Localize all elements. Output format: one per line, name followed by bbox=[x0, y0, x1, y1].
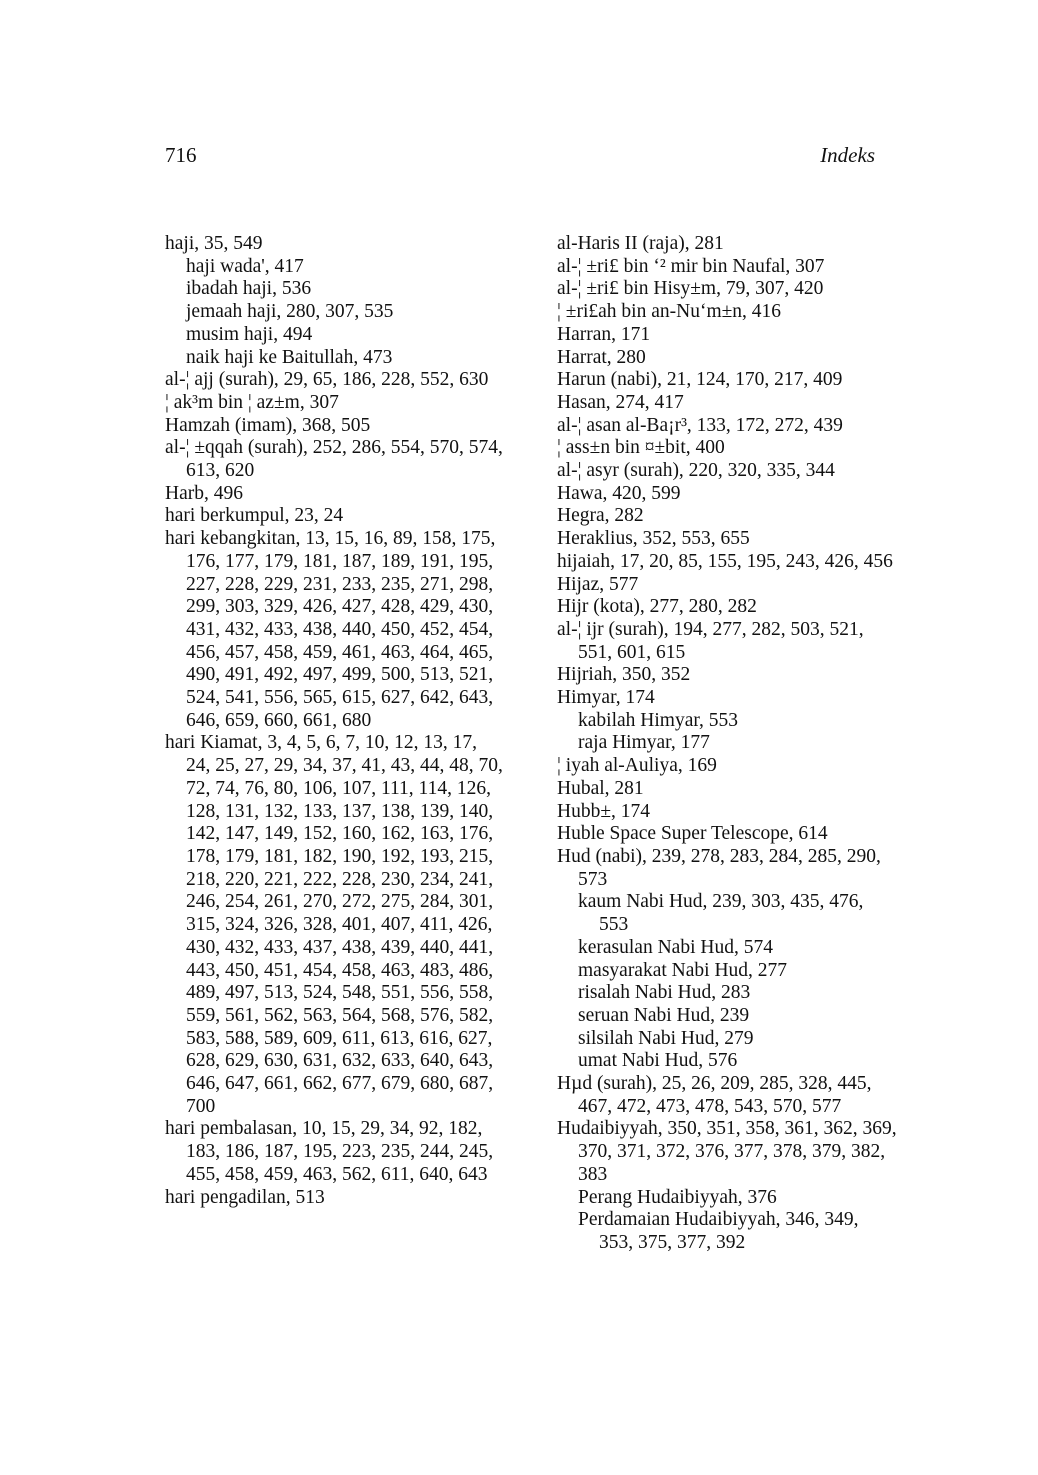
index-subentry: ibadah haji, 536 bbox=[186, 278, 312, 300]
index-subentry: naik haji ke Baitullah, 473 bbox=[186, 346, 393, 368]
index-subentry: Perdamaian Hudaibiyyah, 346, 349, 353, 375, 377, 392 bbox=[578, 1209, 859, 1253]
index-entry: ¦ ak³m bin ¦ az±m, 307 bbox=[165, 391, 339, 413]
index-entry: Harun (nabi), 21, 124, 170, 217, 409 bbox=[557, 369, 843, 391]
index-entry: ¦ ±ri£ah bin an-Nu‘m±n, 416 bbox=[557, 301, 782, 323]
index-subentry: kabilah Himyar, 553 bbox=[578, 709, 739, 731]
index-subentry: Perang Hudaibiyyah, 376 bbox=[578, 1186, 777, 1208]
index-entry: Hudaibiyyah, 350, 351, 358, 361, 362, 369, 370, 371, 372, 376, 377, 378, 379, 382, 383 bbox=[557, 1118, 897, 1185]
index-subentry: kaum Nabi Hud, 239, 303, 435, 476, 553 bbox=[578, 891, 864, 936]
index-entry: haji, 35, 549 bbox=[165, 233, 263, 254]
index-entry: ¦ ass±n bin ¤±bit, 400 bbox=[557, 437, 725, 459]
index-entry: hari pengadilan, 513 bbox=[165, 1186, 325, 1208]
index-entry: Hamzah (imam), 368, 505 bbox=[165, 414, 371, 436]
index-entry: Hubb±, 174 bbox=[557, 800, 651, 822]
index-entry: al-¦ ±qqah (surah), 252, 286, 554, 570, 574, 613, 620 bbox=[165, 437, 503, 482]
index-column-left bbox=[165, 233, 505, 1209]
index-subentry: musim haji, 494 bbox=[186, 323, 313, 345]
index-subentry: masyarakat Nabi Hud, 277 bbox=[578, 959, 788, 981]
index-entry: Heraklius, 352, 553, 655 bbox=[557, 528, 750, 550]
index-entry: Hegra, 282 bbox=[557, 505, 644, 527]
index-entry: al-¦ ajj (surah), 29, 65, 186, 228, 552, 630 bbox=[165, 369, 489, 391]
index-column-right bbox=[557, 233, 897, 1255]
index-entry: Harb, 496 bbox=[165, 482, 243, 504]
index-entry: al-¦ ±ri£ bin Hisy±m, 79, 307, 420 bbox=[557, 278, 824, 300]
index-subentry: silsilah Nabi Hud, 279 bbox=[578, 1027, 754, 1049]
index-subentry: jemaah haji, 280, 307, 535 bbox=[186, 301, 394, 323]
index-entry: hari kebangkitan, 13, 15, 16, 89, 158, 175, 176, 177, 179, 181, 187, 189, 191, 195, 227, 228, 229, 231, 233, 235, 271, 298, 299, 303, 329, 426, 427, 428, 429, 430, 431, 432, 433, 438, 440, 450, 452, 454, 456, 457, 458, 459, 461, 463, 464, 465, 490, 491, 492, 497, 499, 500, 513, 521, 524, 541, 556, 565, 615, 627, 642, 643, 646, 659, 660, 661, 680 bbox=[165, 528, 496, 731]
index-entry: Hawa, 420, 599 bbox=[557, 482, 681, 504]
index-entry: hari berkumpul, 23, 24 bbox=[165, 505, 344, 527]
index-entry: al-¦ asyr (surah), 220, 320, 335, 344 bbox=[557, 460, 835, 482]
index-entry: Hud (nabi), 239, 278, 283, 284, 285, 290, 573 bbox=[557, 845, 881, 890]
index-entry: Hijriah, 350, 352 bbox=[557, 664, 691, 686]
index-entry: Hubal, 281 bbox=[557, 777, 644, 799]
index-subentry: kerasulan Nabi Hud, 574 bbox=[578, 936, 773, 958]
index-subentry: risalah Nabi Hud, 283 bbox=[578, 982, 751, 1004]
index-entry: al-Haris II (raja), 281 bbox=[557, 233, 724, 254]
index-subentry: umat Nabi Hud, 576 bbox=[578, 1050, 738, 1072]
index-subentry: raja Himyar, 177 bbox=[578, 732, 710, 754]
index-entry: Hijr (kota), 277, 280, 282 bbox=[557, 596, 757, 618]
page-number: 716 bbox=[165, 143, 197, 167]
index-subentry: seruan Nabi Hud, 239 bbox=[578, 1004, 750, 1026]
index-entry: al-¦ ijr (surah), 194, 277, 282, 503, 521, 551, 601, 615 bbox=[557, 618, 864, 663]
index-entry: Hasan, 274, 417 bbox=[557, 391, 684, 413]
index-entry: al-¦ ±ri£ bin ‘² mir bin Naufal, 307 bbox=[557, 255, 825, 277]
index-entry: hijaiah, 17, 20, 85, 155, 195, 243, 426, 456 bbox=[557, 550, 893, 572]
index-entry: Huble Space Super Telescope, 614 bbox=[557, 823, 828, 845]
index-entry: Hµd (surah), 25, 26, 209, 285, 328, 445, 467, 472, 473, 478, 543, 570, 577 bbox=[557, 1073, 872, 1117]
index-entry: Himyar, 174 bbox=[557, 687, 655, 709]
index-entry: al-¦ asan al-Ba¡r³, 133, 172, 272, 439 bbox=[557, 414, 843, 436]
running-head: Indeks bbox=[820, 143, 875, 167]
index-entry: ¦ iyah al-Auliya, 169 bbox=[557, 755, 717, 777]
index-entry: hari pembalasan, 10, 15, 29, 34, 92, 182, 183, 186, 187, 195, 223, 235, 244, 245, 455, 458, 459, 463, 562, 611, 640, 643 bbox=[165, 1118, 494, 1185]
index-subentry: haji wada', 417 bbox=[186, 255, 304, 277]
index-entry: Harran, 171 bbox=[557, 323, 651, 345]
index-entry: Hijaz, 577 bbox=[557, 573, 639, 595]
index-entry: hari Kiamat, 3, 4, 5, 6, 7, 10, 12, 13, 17, 24, 25, 27, 29, 34, 37, 41, 43, 44, 48, 70, 72, 74, 76, 80, 106, 107, 111, 114, 126, 128, 131, 132, 133, 137, 138, 139, 140, 142, 147, 149, 152, 160, 162, 163, 176, 178, 179, 181, 182, 190, 192, 193, 215, 218, 220, 221, 222, 228, 230, 234, 241, 246, 254, 261, 270, 272, 275, 284, 301, 315, 324, 326, 328, 401, 407, 411, 426, 430, 432, 433, 437, 438, 439, 440, 441, 443, 450, 451, 454, 458, 463, 483, 486, 489, 497, 513, 524, 548, 551, 556, 558, 559, 561, 562, 563, 564, 568, 576, 582, 583, 588, 589, 609, 611, 613, 616, 627, 628, 629, 630, 631, 632, 633, 640, 643, 646, 647, 661, 662, 677, 679, 680, 687, 700 bbox=[165, 732, 503, 1117]
index-entry: Harrat, 280 bbox=[557, 346, 646, 368]
